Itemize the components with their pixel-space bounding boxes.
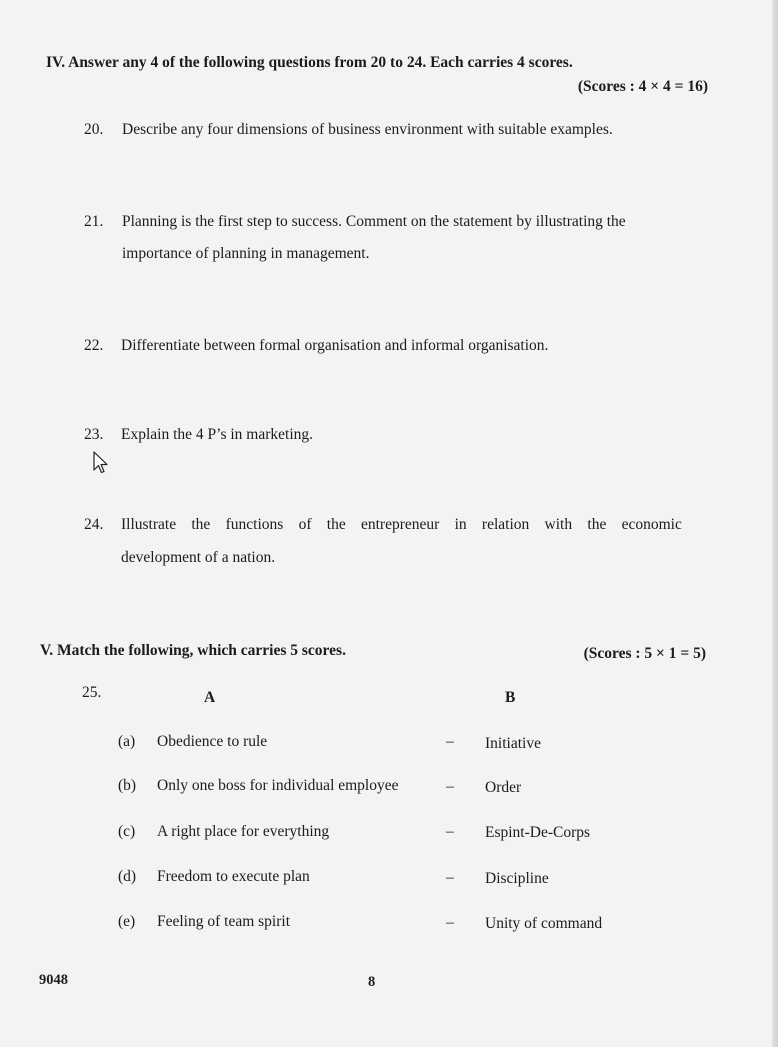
- question-number: 23.: [84, 426, 104, 443]
- section-iv-heading: IV. Answer any 4 of the following questions from 20 to 24. Each carries 4 scores.: [46, 54, 573, 71]
- question-number: 22.: [84, 337, 104, 354]
- word: of: [298, 516, 312, 533]
- match-row-letter: (c): [118, 823, 136, 840]
- mouse-pointer-icon: [93, 451, 109, 475]
- match-column-b-item: Espint-De-Corps: [485, 824, 591, 841]
- word: functions: [225, 516, 284, 533]
- column-b-header: B: [505, 689, 516, 706]
- match-row-letter: (a): [118, 733, 136, 750]
- match-dash: –: [446, 733, 454, 750]
- match-row-letter: (b): [118, 777, 137, 794]
- match-column-b-item: Unity of command: [485, 915, 603, 932]
- word: relation: [481, 516, 530, 533]
- match-column-a-item: A right place for everything: [157, 823, 330, 840]
- question-number: 21.: [84, 213, 104, 230]
- page-number: 8: [368, 974, 376, 990]
- match-column-a-item: Feeling of team spirit: [157, 913, 291, 930]
- match-column-a-item: Only one boss for individual employee: [157, 777, 399, 794]
- word: with: [544, 516, 573, 533]
- match-row-letter: (e): [118, 913, 136, 930]
- question-text-cont: development of a nation.: [121, 549, 276, 566]
- match-dash: –: [446, 778, 454, 795]
- match-column-a-item: Freedom to execute plan: [157, 868, 310, 885]
- match-column-a-item: Obedience to rule: [157, 733, 268, 750]
- match-dash: –: [446, 914, 454, 931]
- paper-code: 9048: [39, 972, 68, 988]
- word: the: [191, 516, 211, 533]
- match-column-b-item: Discipline: [485, 870, 549, 887]
- word: economic: [621, 516, 682, 533]
- word: the: [587, 516, 607, 533]
- question-text: Differentiate between formal organisation and informal organisation.: [121, 337, 549, 354]
- word: Illustrate: [121, 516, 177, 533]
- question-text: Describe any four dimensions of business environment with suitable examples.: [122, 121, 613, 138]
- question-text-justified: [121, 516, 682, 534]
- word: the: [326, 516, 346, 533]
- question-number: 25.: [82, 684, 102, 701]
- section-iv-scores: (Scores : 4 × 4 = 16): [577, 78, 708, 95]
- match-dash: –: [446, 869, 454, 886]
- question-text: Explain the 4 P’s in marketing.: [121, 426, 314, 443]
- question-text-cont: importance of planning in management.: [122, 245, 370, 262]
- word: in: [454, 516, 467, 533]
- question-text: Planning is the first step to success. Comment on the statement by illustrating the: [122, 213, 626, 230]
- section-v-scores: (Scores : 5 × 1 = 5): [583, 645, 706, 662]
- word: entrepreneur: [360, 516, 440, 533]
- match-row-letter: (d): [118, 868, 137, 885]
- column-a-header: A: [204, 689, 216, 706]
- question-number: 20.: [84, 121, 104, 138]
- section-v-heading: V. Match the following, which carries 5 scores.: [40, 642, 346, 659]
- match-column-b-item: Order: [485, 779, 522, 796]
- question-number: 24.: [84, 516, 104, 533]
- page-edge-shadow: [772, 0, 778, 1047]
- match-column-b-item: Initiative: [485, 735, 541, 752]
- match-dash: –: [446, 823, 454, 840]
